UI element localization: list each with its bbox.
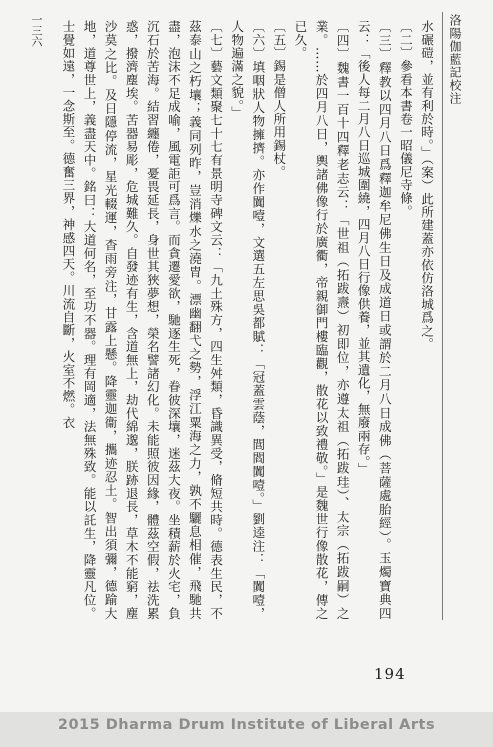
annotation-paragraph: 〔七〕藝文類聚七十七有景明寺碑文云：「九土殊方，四生舛類，昏識異受，脩短共時。德表生民，不茲泰山之朽壤；義同列昨，豈消爍水之澆胄。漂幽翻弋之勢，浮江粟海之力，孰不驪息相催，飛馳共盡，泡沫不足成喻，風電詎可爲言。而貪遷愛欲，馳逐生死，眷彼深壤，迷茲大夜。坐積薪於火宅，負沉石於苦海。結習纏倦，憂畏延長，身世其狹夢想，榮名譬諸幻化。未能照彼因緣，體茲空假，祛洗累惑，撥濟塵埃。苦器易彫，危城難久。自發迹有生，含道無上，劫代綿邈，朕跡退長，草木不能窮，塵沙莫之比。及日隱停流，星光輟運，杳雨旁注，甘露上懸。降靈迦衞，攜迹忍土。智出須彌，德踰大地，道尊世上，義盡天中。銘曰：大道何名，至功不器。理有岡適，法無殊致。能以託生，降靈凡位。士覺如遠，一念斯至。德奮三界，神感四天。川流自斷，火室不燃。衣 xyxy=(60,20,224,620)
page-label-chinese: 一三六 xyxy=(30,14,43,47)
annotation-paragraph: 〔二〕參看本書卷一昭儀尼寺條。 xyxy=(397,20,413,218)
running-title: 洛陽伽藍記校注 xyxy=(448,14,462,105)
header-divider xyxy=(442,12,443,620)
annotation-paragraph: 〔五〕錫是僧人所用錫杖。 xyxy=(271,20,287,179)
watermark: 2015 Dharma Drum Institute of Liberal Arts xyxy=(57,717,436,733)
annotation-body xyxy=(42,20,437,620)
annotation-paragraph: 〔三〕釋教以四月八日爲釋迦牟尼佛生日及成道日或謂於二月八日成佛（菩薩處胎經）。玉燭寶典四云：「後人每二月八日巡城圍繞，四月八日行像供養，並其遺化，無廢兩存。」 xyxy=(355,20,392,620)
annotation-paragraph: 〔六〕填咽狀人物擁擠。亦作闐噎，文選五左思吳都賦：「冠蓋雲蔭，閭閻闐噎。」劉逵注：「闐噎，人物遍滿之貌。」 xyxy=(229,20,266,620)
annotation-paragraph: 〔四〕魏書一百十四釋老志云：「世祖（拓跋燾）初即位，亦遵太祖（拓跋珪）、太宗（拓跋嗣）之業。……於四月八日，輿諸佛像行於廣衢，帝親御門樓臨觀，散花以致禮敬。」是魏世行像散花，傳之已久。 xyxy=(292,20,350,620)
annotation-paragraph: 水碾磑，並有利於時。」（案）此所建蓋亦依仿洛城爲之。 xyxy=(419,20,434,351)
page-number: 194 xyxy=(374,665,406,683)
